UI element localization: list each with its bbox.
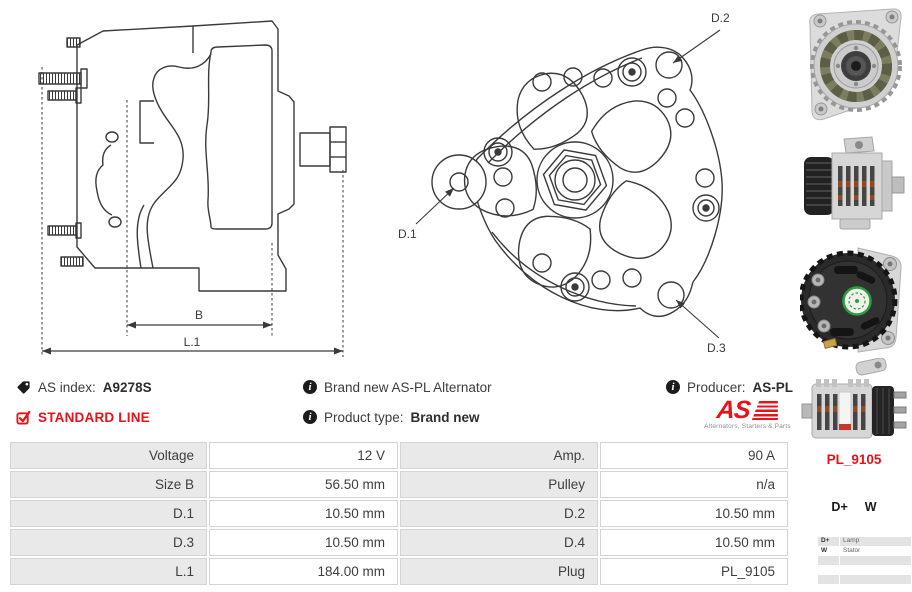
- dim-label-d1: D.1: [398, 227, 417, 241]
- spec-value: 10.50 mm: [209, 529, 398, 556]
- pin-name: [818, 566, 839, 575]
- rear-view-svg: [390, 0, 740, 370]
- plug-terminals: [799, 500, 909, 514]
- as-logo-text: AS: [715, 396, 752, 424]
- spec-label: Pulley: [400, 471, 598, 498]
- as-index-value: A9278S: [102, 379, 152, 395]
- pin-desc: Stator: [840, 547, 911, 556]
- alternator-side-photo[interactable]: [799, 133, 909, 242]
- spec-label: Voltage: [10, 442, 207, 469]
- pin-desc: Lamp: [840, 537, 911, 546]
- spec-value: 184.00 mm: [209, 558, 398, 585]
- dim-label-l1: L.1: [183, 335, 201, 349]
- pin-desc: [840, 575, 911, 584]
- spec-label: D.4: [400, 529, 598, 556]
- spec-value: 10.50 mm: [600, 529, 788, 556]
- producer-value: AS-PL: [752, 379, 794, 395]
- tag-icon: [16, 380, 31, 395]
- as-index-row: [16, 377, 152, 397]
- dim-label-d2: D.2: [711, 11, 730, 25]
- standard-line-label: STANDARD LINE: [38, 409, 150, 425]
- spec-value: 90 A: [600, 442, 788, 469]
- spec-label: Amp.: [400, 442, 598, 469]
- spec-value: 10.50 mm: [600, 500, 788, 527]
- spec-label: D.1: [10, 500, 207, 527]
- alternator-side-terminals-photo[interactable]: [799, 358, 909, 459]
- spec-label: D.2: [400, 500, 598, 527]
- alternator-rear-photo[interactable]: [799, 240, 909, 367]
- as-index-label: AS index:: [38, 379, 96, 395]
- side-view-svg: [15, 5, 365, 367]
- terminal-w: W: [864, 500, 877, 514]
- producer-label: Producer:: [687, 379, 746, 395]
- plug-pin-table: [818, 537, 911, 584]
- spec-value: PL_9105: [600, 558, 788, 585]
- dim-label-b: B: [194, 308, 204, 322]
- alternator-front-photo[interactable]: [799, 3, 909, 134]
- as-pl-logo: [699, 397, 796, 430]
- pin-name: [818, 556, 839, 565]
- as-logo-stripes-icon: [752, 401, 778, 420]
- checked-checkbox-icon: [16, 410, 31, 425]
- spec-label: D.3: [10, 529, 207, 556]
- standard-line-row: [16, 407, 150, 427]
- product-type-label: Product type:: [324, 409, 404, 425]
- info-icon: i: [666, 380, 680, 394]
- pin-desc: [840, 566, 911, 575]
- terminal-dplus: D+: [831, 500, 848, 514]
- spec-table: [10, 442, 788, 585]
- spec-value: 10.50 mm: [209, 500, 398, 527]
- spec-label: L.1: [10, 558, 207, 585]
- product-type-row: [303, 407, 480, 427]
- plug-code: PL_9105: [826, 452, 882, 467]
- rear-view-drawing: [390, 0, 740, 375]
- producer-row: [666, 377, 793, 397]
- pin-name: [818, 575, 839, 584]
- dim-label-d3: D.3: [707, 341, 726, 355]
- side-view-drawing: [15, 5, 365, 372]
- spec-value: 12 V: [209, 442, 398, 469]
- spec-label: Size B: [10, 471, 207, 498]
- info-icon: i: [303, 410, 317, 424]
- brand-text: Brand new AS-PL Alternator: [324, 379, 492, 395]
- as-logo-tagline: Alternators, Starters & Parts: [704, 423, 791, 430]
- pin-name: W: [818, 547, 839, 556]
- pin-desc: [840, 556, 911, 565]
- spec-value: 56.50 mm: [209, 471, 398, 498]
- pin-name: D+: [818, 537, 839, 546]
- info-icon: i: [303, 380, 317, 394]
- spec-value: n/a: [600, 471, 788, 498]
- brand-row: [303, 377, 492, 397]
- spec-label: Plug: [400, 558, 598, 585]
- product-type-value: Brand new: [410, 409, 480, 425]
